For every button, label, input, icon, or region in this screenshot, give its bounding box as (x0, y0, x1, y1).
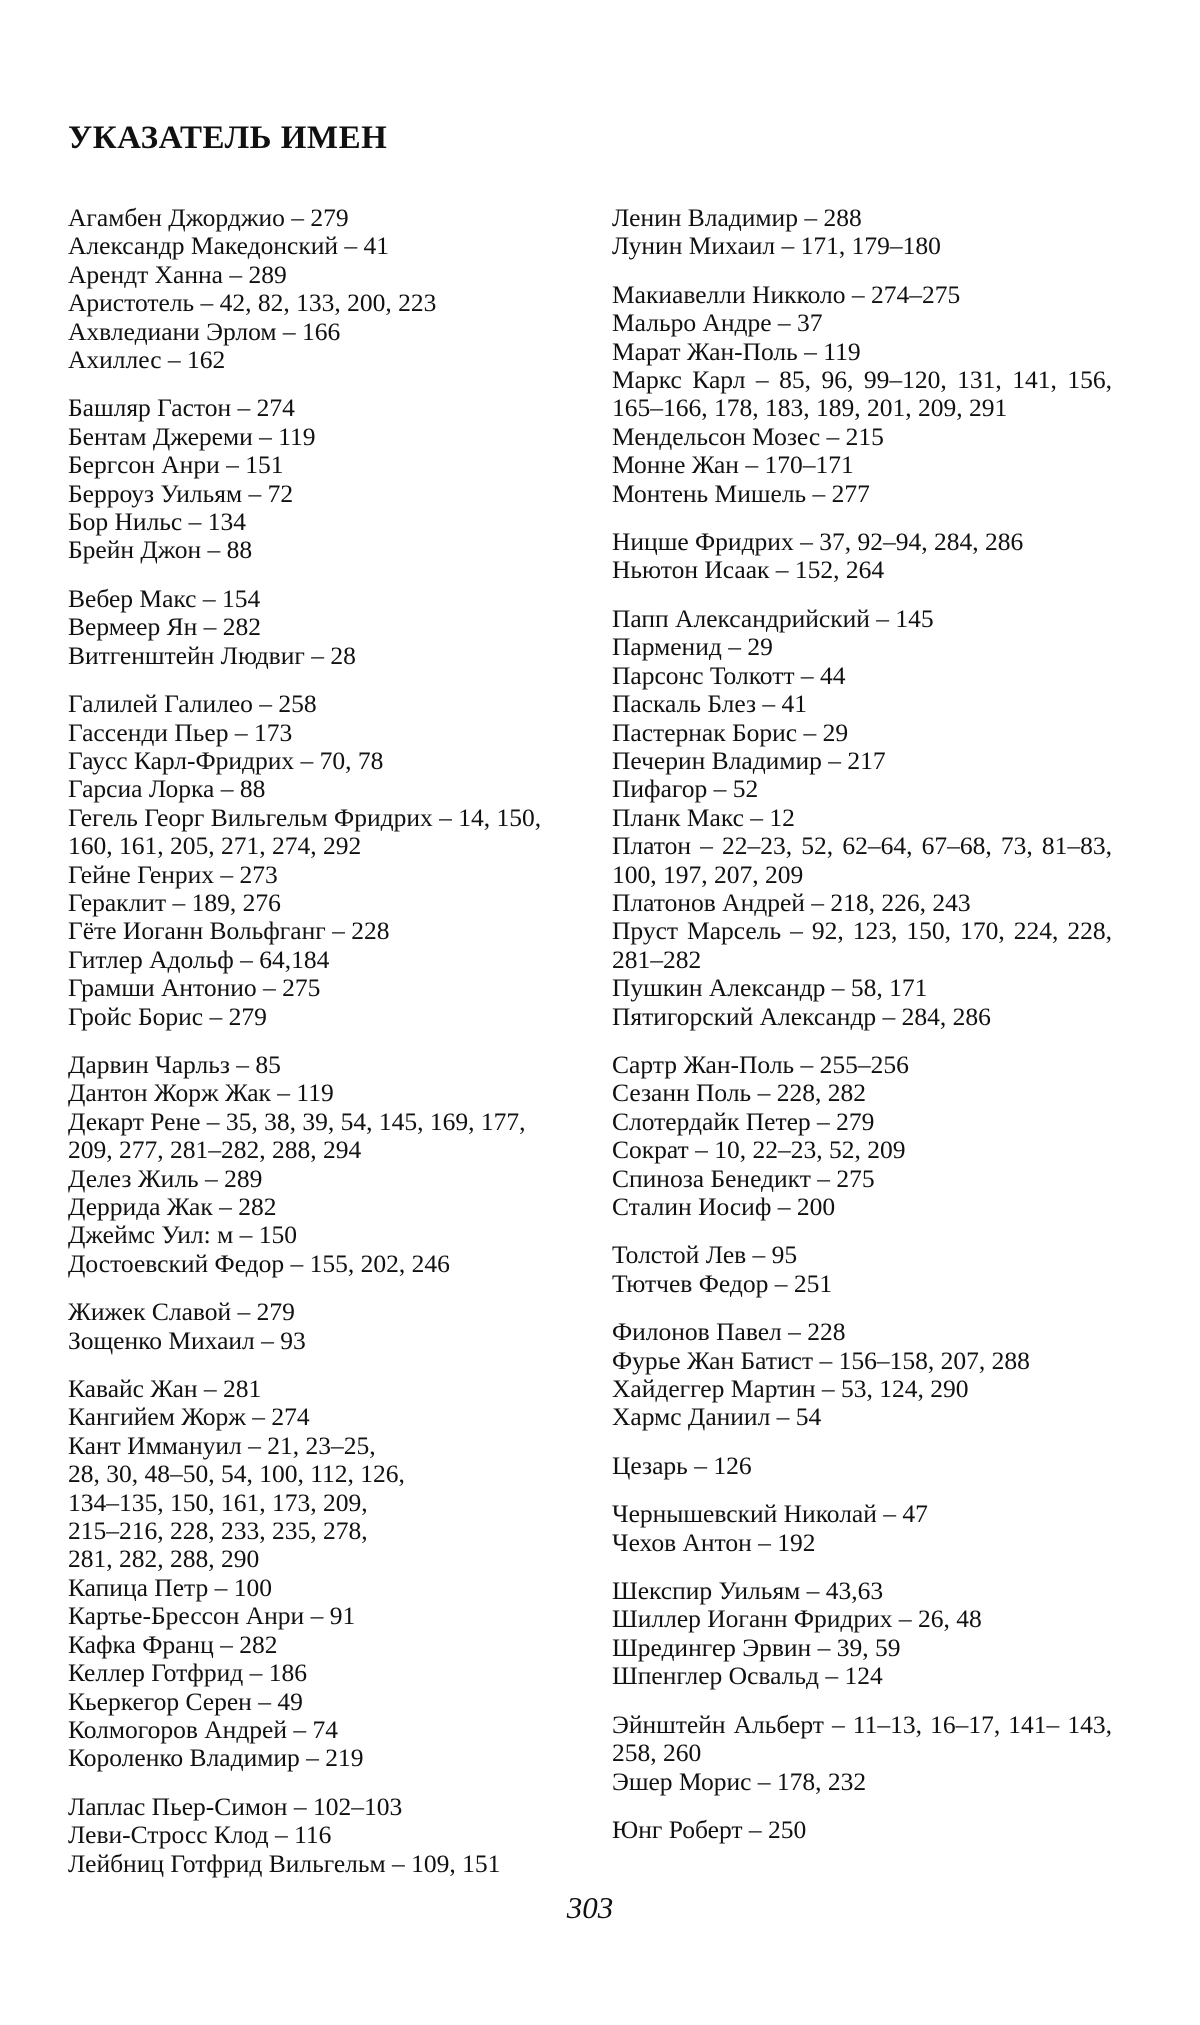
index-entry: Паскаль Блез – 41 (612, 689, 808, 719)
index-entry: Цезарь – 126 (612, 1450, 752, 1480)
index-entry: Хайдеггер Мартин – 53, 124, 290 (612, 1374, 969, 1404)
index-letter-group (612, 1241, 1112, 1298)
index-letter-group (68, 585, 568, 670)
index-letter-group (612, 1577, 1112, 1691)
index-entry: Мендельсон Мозес – 215 (612, 421, 884, 451)
index-entry: Бентам Джереми – 119 (68, 421, 316, 451)
index-letter-group (612, 1051, 1112, 1221)
index-entry: Дарвин Чарльз – 85 (68, 1049, 281, 1079)
index-entry: Брейн Джон – 88 (68, 535, 253, 565)
index-entry: Достоевский Федор – 155, 202, 246 (68, 1248, 450, 1278)
index-column-right (612, 204, 1112, 1864)
index-entry: Папп Александрийский – 145 (612, 603, 934, 633)
index-entry: Гассенди Пьер – 173 (68, 717, 293, 747)
index-entry: Гитлер Адольф – 64,184 (68, 944, 330, 974)
index-entry: Тютчев Федор – 251 (612, 1268, 833, 1298)
index-entry: Берроуз Уильям – 72 (68, 478, 294, 508)
index-entry: Витгенштейн Людвиг – 28 (68, 640, 356, 670)
index-entry: Гаусс Карл-Фридрих – 70, 78 (68, 745, 384, 775)
index-entry: Делез Жиль – 289 (68, 1163, 263, 1193)
index-entry: 281, 282, 288, 290 (68, 1544, 260, 1574)
index-entry: Мальро Андре – 37 (612, 308, 823, 338)
index-entry: Марат Жан-Поль – 119 (612, 336, 861, 366)
index-entry: Монне Жан – 170–171 (612, 450, 854, 480)
index-entry: Бор Нильс – 134 (68, 507, 247, 537)
index-entry: Сократ – 10, 22–23, 52, 209 (612, 1135, 906, 1165)
index-entry: Гегель Георг Вильгельм Фридрих – 14, 150, 160, 161, 205, 271, 274, 292 (68, 802, 542, 861)
index-entry: Леви-Стросс Клод – 116 (68, 1820, 332, 1850)
index-entry: Лаплас Пьер-Симон – 102–103 (68, 1791, 403, 1821)
index-entry: Бергсон Анри – 151 (68, 450, 284, 480)
index-entry: Пастернак Борис – 29 (612, 717, 849, 747)
index-entry: Хармс Даниил – 54 (612, 1402, 822, 1432)
index-entry: Фурье Жан Батист – 156–158, 207, 288 (612, 1345, 1030, 1375)
index-entry: Сезанн Поль – 228, 282 (612, 1078, 866, 1108)
index-entry: Арендт Ханна – 289 (68, 259, 287, 289)
index-entry: Пятигорский Александр – 284, 286 (612, 1001, 991, 1031)
index-entry: Деррида Жак – 282 (68, 1192, 277, 1221)
index-letter-group (612, 204, 1112, 261)
index-entry: Кьеркегор Серен – 49 (68, 1686, 303, 1716)
index-entry: Гарсиа Лорка – 88 (68, 774, 266, 804)
index-letter-group (612, 1318, 1112, 1432)
index-entry: Спиноза Бенедикт – 275 (612, 1163, 875, 1193)
index-entry: Кавайс Жан – 281 (68, 1374, 262, 1404)
index-entry: Дантон Жорж Жак – 119 (68, 1078, 334, 1108)
index-entry: Печерин Владимир – 217 (612, 745, 886, 775)
index-entry: Пруст Марсель – 92, 123, 150, 170, 224, 228, 281–282 (612, 916, 1112, 974)
index-entry: Лейбниц Готфрид Вильгельм – 109, 151 (68, 1848, 501, 1878)
index-entry: Джеймс Уил: м – 150 (68, 1220, 298, 1250)
index-entry: Маркс Карл – 85, 96, 99–120, 131, 141, 156, 165–166, 178, 183, 189, 201, 209, 291 (612, 365, 1112, 423)
index-entry: 134–135, 150, 161, 173, 209, (68, 1487, 368, 1517)
index-entry: Гераклит – 189, 276 (68, 887, 281, 917)
index-entry: Слотердайк Петер – 279 (612, 1106, 875, 1136)
index-letter-group (68, 394, 568, 564)
index-entry: Пифагор – 52 (612, 774, 759, 804)
index-entry: Келлер Готфрид – 186 (68, 1658, 307, 1688)
index-letter-group (612, 281, 1112, 508)
index-entry: Гройс Борис – 279 (68, 1001, 267, 1031)
index-entry: Юнг Роберт – 250 (612, 1814, 807, 1844)
index-entry: 28, 30, 48–50, 54, 100, 112, 126, (68, 1459, 405, 1489)
index-entry: Гёте Иоганн Вольфганг – 228 (68, 916, 390, 946)
page-heading: УКАЗАТЕЛЬ ИМЕН (68, 120, 388, 156)
index-entry: Агамбен Джорджио – 279 (68, 203, 349, 232)
index-letter-group (68, 204, 568, 374)
index-entry: Башляр Гастон – 274 (68, 393, 295, 423)
index-letter-group (68, 1051, 568, 1278)
index-entry: Парменид – 29 (612, 632, 773, 662)
index-entry: Монтень Мишель – 277 (612, 478, 870, 508)
index-entry: Филонов Павел – 228 (612, 1317, 846, 1347)
index-entry: Ленин Владимир – 288 (612, 203, 862, 232)
index-letter-group (612, 528, 1112, 585)
index-letter-group (612, 1816, 1112, 1844)
index-entry: Короленко Владимир – 219 (68, 1743, 364, 1773)
index-entry: Жижек Славой – 279 (68, 1297, 295, 1327)
index-entry: Лунин Михаил – 171, 179–180 (612, 231, 941, 261)
page-number: 303 (566, 1890, 614, 1925)
index-letter-group (68, 1298, 568, 1355)
index-letter-group (612, 1452, 1112, 1480)
index-entry: Чехов Антон – 192 (612, 1527, 816, 1557)
index-entry: Платонов Андрей – 218, 226, 243 (612, 887, 971, 917)
index-entry: Парсонс Толкотт – 44 (612, 660, 846, 690)
index-entry: Сартр Жан-Поль – 255–256 (612, 1049, 909, 1079)
index-entry: Вермеер Ян – 282 (68, 612, 261, 642)
index-entry: Декарт Рене – 35, 38, 39, 54, 145, 169, 177, 209, 277, 281–282, 288, 294 (68, 1106, 526, 1165)
index-letter-group (68, 1793, 568, 1878)
index-entry: Кафка Франц – 282 (68, 1629, 278, 1659)
index-entry: Планк Макс – 12 (612, 802, 795, 832)
index-entry: Ахиллес – 162 (68, 345, 226, 375)
index-entry: Галилей Галилео – 258 (68, 689, 317, 719)
index-entry: Ахвледиани Эрлом – 166 (68, 316, 341, 346)
index-entry: Грамши Антонио – 275 (68, 973, 321, 1003)
index-entry: Толстой Лев – 95 (612, 1240, 798, 1270)
index-entry: Капица Петр – 100 (68, 1572, 272, 1602)
index-entry: Картье-Брессон Анри – 91 (68, 1601, 356, 1631)
index-column-left (68, 204, 568, 1898)
index-entry: Шпенглер Освальд – 124 (612, 1661, 883, 1691)
index-entry: Эшер Морис – 178, 232 (612, 1766, 867, 1796)
index-entry: Платон – 22–23, 52, 62–64, 67–68, 73, 81–83, 100, 197, 207, 209 (612, 831, 1112, 889)
index-entry: Колмогоров Андрей – 74 (68, 1714, 339, 1744)
index-entry: Ницше Фридрих – 37, 92–94, 284, 286 (612, 527, 1024, 557)
index-letter-group (68, 690, 568, 1031)
index-entry: Ньютон Исаак – 152, 264 (612, 555, 885, 585)
index-entry: Шекспир Уильям – 43,63 (612, 1576, 884, 1606)
index-entry: Сталин Иосиф – 200 (612, 1192, 836, 1221)
index-entry: 215–216, 228, 233, 235, 278, (68, 1516, 368, 1546)
index-entry: Гейне Генрих – 273 (68, 859, 278, 889)
index-entry: Пушкин Александр – 58, 171 (612, 973, 928, 1003)
index-entry: Аристотель – 42, 82, 133, 200, 223 (68, 288, 437, 318)
index-entry: Шиллер Иоганн Фридрих – 26, 48 (612, 1604, 982, 1634)
index-letter-group (612, 1711, 1112, 1796)
index-entry: Вебер Макс – 154 (68, 583, 261, 613)
index-entry: Шредингер Эрвин – 39, 59 (612, 1632, 901, 1662)
index-letter-group (612, 605, 1112, 1031)
index-entry: Эйнштейн Альберт – 11–13, 16–17, 141– 143, 258, 260 (612, 1709, 1112, 1768)
index-letter-group (68, 1375, 568, 1773)
index-entry: Макиавелли Никколо – 274–275 (612, 279, 961, 309)
index-entry: Александр Македонский – 41 (68, 231, 390, 261)
index-entry: Кангийем Жорж – 274 (68, 1402, 310, 1432)
index-entry: Кант Иммануил – 21, 23–25, (68, 1430, 376, 1460)
index-entry: Чернышевский Николай – 47 (612, 1499, 928, 1529)
index-entry: Зощенко Михаил – 93 (68, 1325, 306, 1355)
index-letter-group (612, 1500, 1112, 1557)
